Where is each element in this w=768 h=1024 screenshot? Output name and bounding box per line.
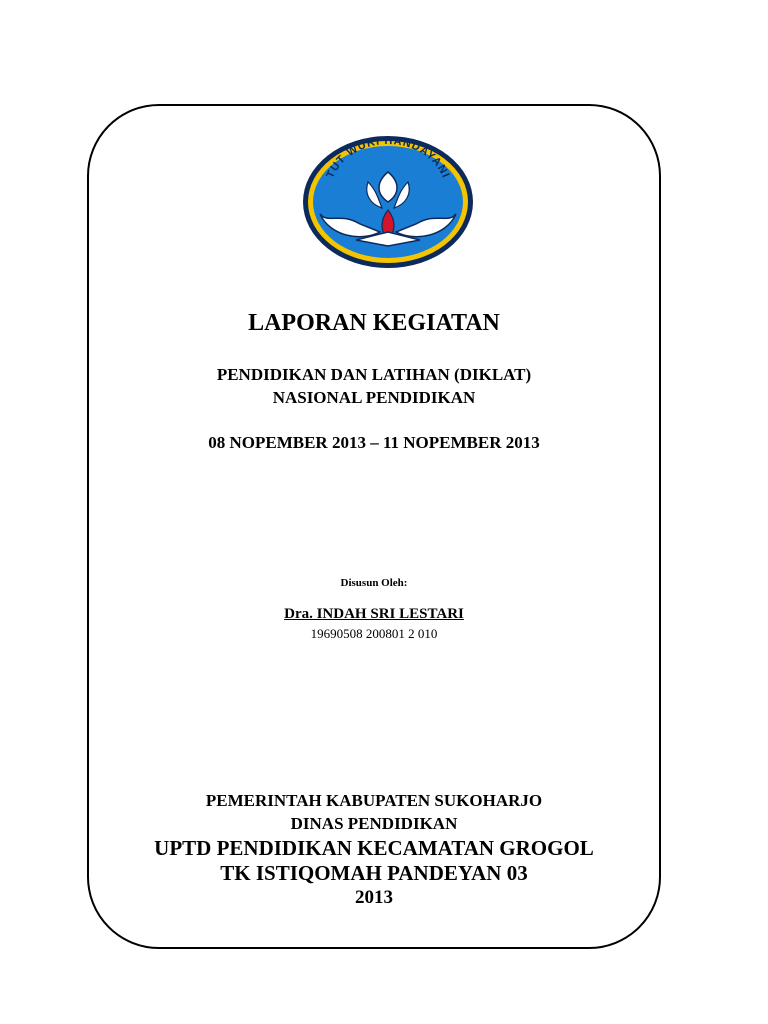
- logo-motto-text: TUT WURI HANDAYANI: [324, 134, 452, 181]
- author-block: [87, 606, 661, 623]
- author-nip: 19690508 200801 2 010: [310, 626, 438, 641]
- author-name: Dra. INDAH SRI LESTARI: [284, 606, 464, 622]
- tut-wuri-handayani-logo: [300, 132, 476, 272]
- organization-department: DINAS PENDIDIKAN: [290, 814, 458, 833]
- organization-school: TK ISTIQOMAH PANDEYAN 03: [220, 861, 528, 885]
- report-subtitle-line-2: NASIONAL PENDIDIKAN: [272, 388, 476, 407]
- activity-dates: 08 NOPEMBER 2013 – 11 NOPEMBER 2013: [208, 433, 540, 452]
- logo-emblem-icon: [300, 132, 476, 272]
- prepared-by-label: Disusun Oleh:: [340, 577, 408, 589]
- report-subtitle-line-1: PENDIDIKAN DAN LATIHAN (DIKLAT): [216, 365, 532, 384]
- organization-uptd: UPTD PENDIDIKAN KECAMATAN GROGOL: [154, 836, 594, 860]
- report-year: 2013: [355, 887, 393, 908]
- organization-government: PEMERINTAH KABUPATEN SUKOHARJO: [205, 791, 543, 810]
- report-title: LAPORAN KEGIATAN: [248, 310, 500, 336]
